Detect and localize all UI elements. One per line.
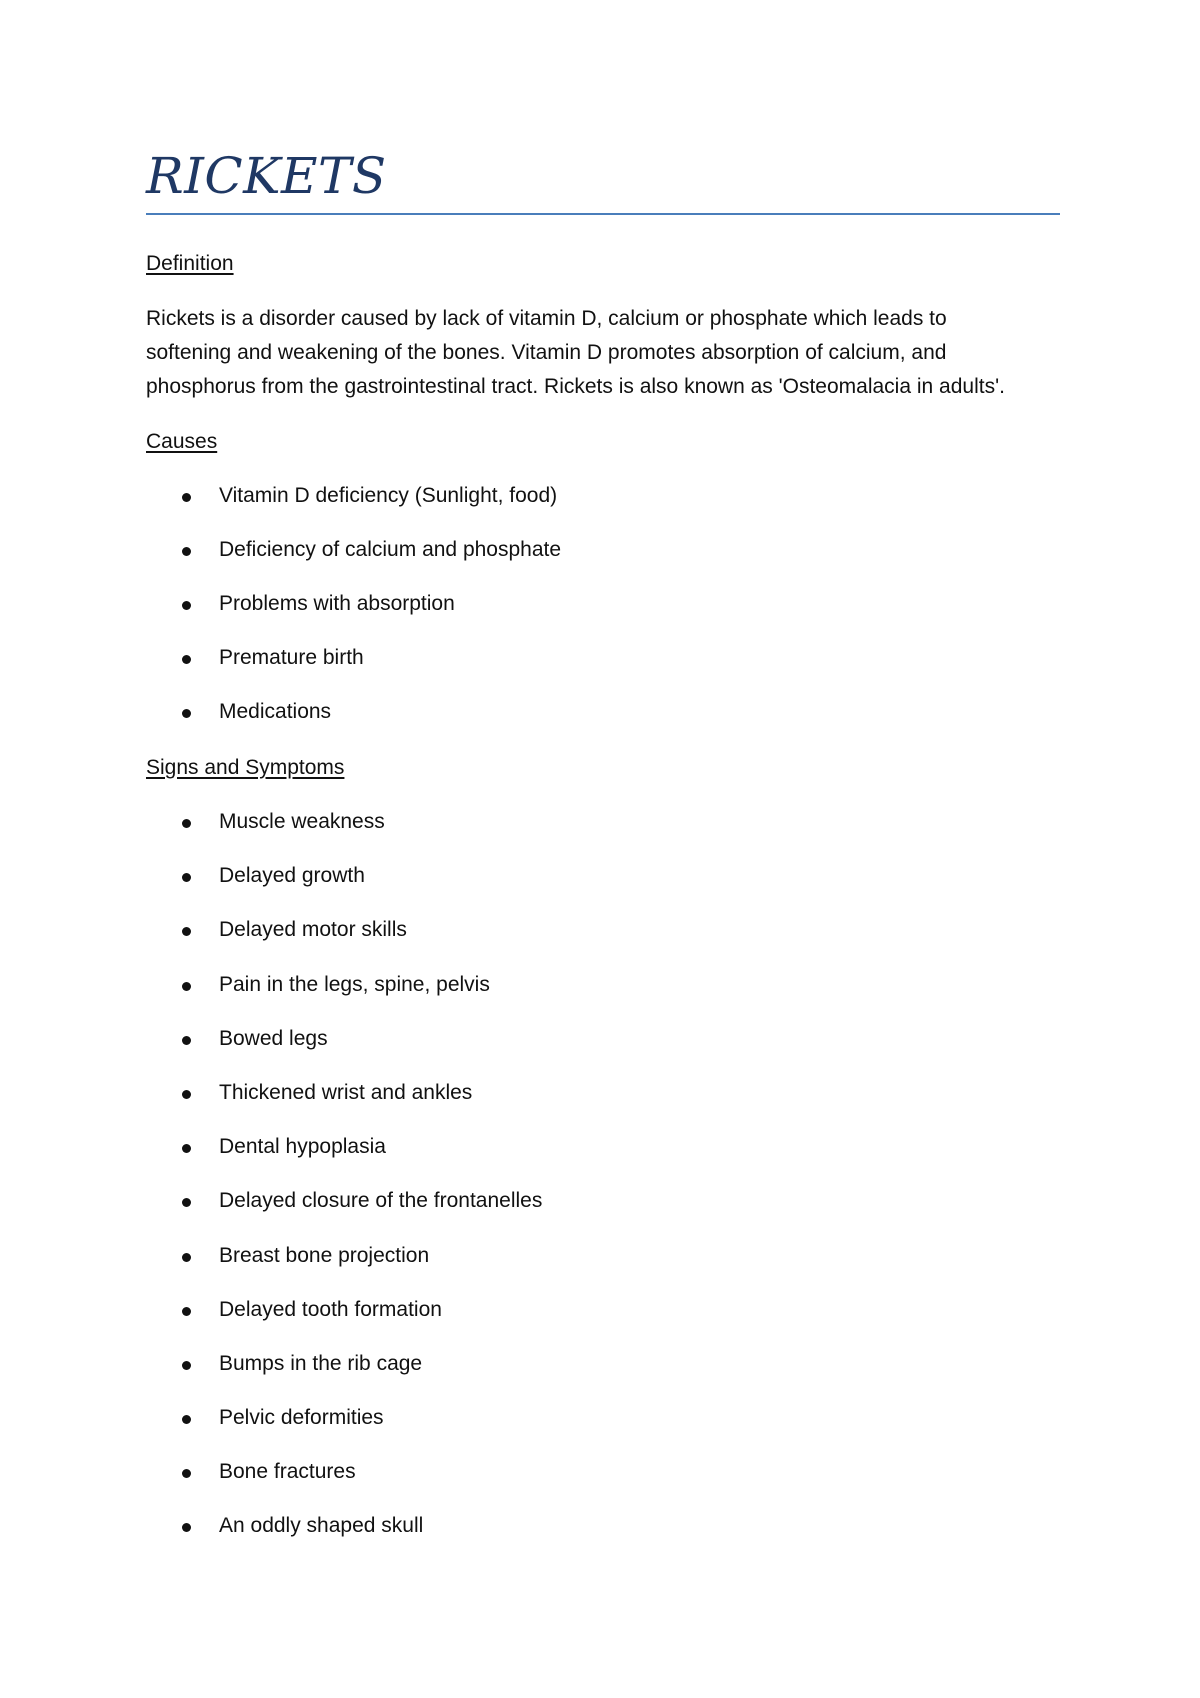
definition-heading: Definition [146,252,234,275]
bullet-icon [182,1361,191,1370]
bullet-icon [182,1253,191,1262]
bullet-icon [182,1307,191,1316]
definition-line: softening and weakening of the bones. Vitamin D promotes absorption of calcium, and [146,341,947,364]
bullet-icon [182,547,191,556]
bullet-icon [182,819,191,828]
document-title: RICKETS [146,147,387,205]
bullet-icon [182,1198,191,1207]
bullet-icon [182,1523,191,1532]
bullet-icon [182,982,191,991]
bullet-icon [182,873,191,882]
bullet-icon [182,655,191,664]
bullet-icon [182,1144,191,1153]
bullet-icon [182,1036,191,1045]
title-underline-rule [146,213,1060,215]
bullet-icon [182,1415,191,1424]
bullet-icon [182,493,191,502]
bullet-icon [182,927,191,936]
document-page: RICKETS Definition Rickets is a disorder caused by lack of vitamin D, calcium or phosphate which leads to softening and weakening of the bones. Vitamin D promotes absorption of calcium, and phosphorus from the gastrointestinal tract. Rickets is also known as 'Osteomalacia in adults'. Causes Vitamin D deficiency (Sunlight, food) Deficiency of calcium and phosphate Problems with absorption Premature birth Medications Signs and Symptoms Muscle weakness Delayed growth Delayed motor skills Pain in the legs, spine, pelvis Bowed legs Thickened wrist and ankles Dental hypoplasia Delayed closure of the frontanelles Breast bone projection Delayed tooth formation Bumps in the rib cage Pelvic deformities Bone fractures An oddly shaped skull [0,0,1200,1698]
signs-heading: Signs and Symptoms [146,756,345,779]
definition-line: Rickets is a disorder caused by lack of vitamin D, calcium or phosphate which leads to [146,307,947,330]
bullet-icon [182,1090,191,1099]
definition-line: phosphorus from the gastrointestinal tract. Rickets is also known as 'Osteomalacia in adults'. [146,375,1005,398]
bullet-icon [182,709,191,718]
bullet-icon [182,601,191,610]
causes-heading: Causes [146,430,218,453]
definition-paragraph [146,302,1076,404]
bullet-icon [182,1469,191,1478]
